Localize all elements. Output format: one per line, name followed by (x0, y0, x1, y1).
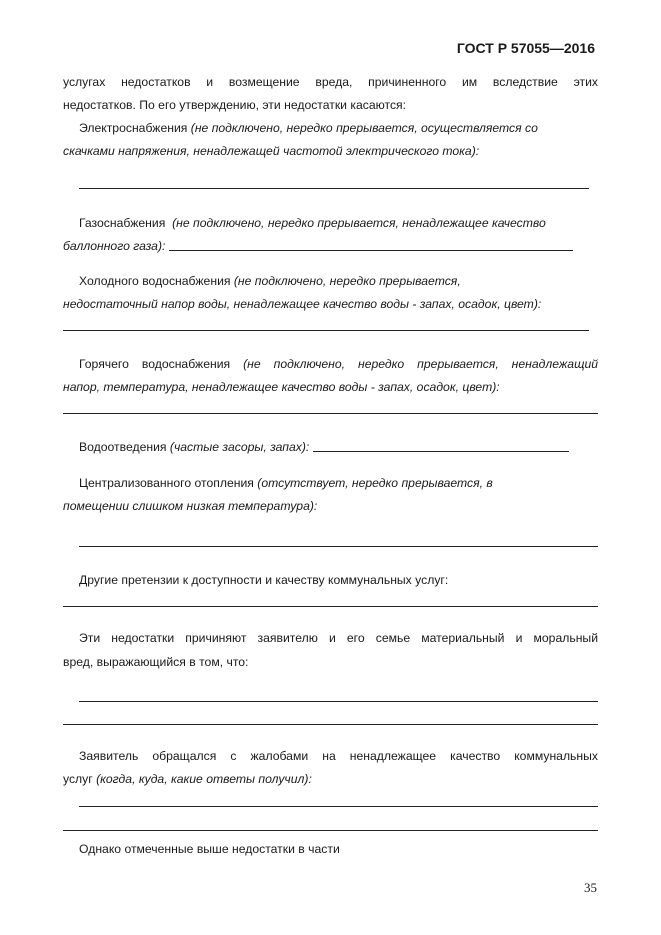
complaints-line-2 (63, 771, 598, 787)
electricity-paragraph-line-1 (63, 120, 598, 136)
other-claims-answer-line[interactable] (63, 606, 598, 607)
gas-note-2: баллонного газа): (63, 239, 166, 253)
intro-line-2: недостатков. По его утверждению, эти недостатки касаются: (63, 98, 407, 112)
electricity-note-1: (не подключено, нередко прерывается, осуществляется со (190, 121, 538, 135)
gas-paragraph-line-2 (63, 238, 598, 254)
electricity-label: Электроснабжения (79, 121, 188, 135)
damage-line-1: Эти недостатки причиняют заявителю и его семье материальный и моральный (79, 631, 598, 645)
hot-water-answer-line[interactable] (63, 413, 598, 414)
hot-water-paragraph-line-1 (63, 356, 598, 372)
hot-water-paragraph-line-2 (63, 379, 598, 395)
cold-water-answer-line[interactable] (63, 330, 589, 331)
cold-water-note-2: недостаточный напор воды, ненадлежащее качество воды - запах, осадок, цвет): (63, 297, 542, 311)
heating-label: Централизованного отопления (79, 476, 254, 490)
electricity-paragraph-line-2 (63, 143, 598, 159)
drainage-answer-line[interactable] (313, 451, 569, 452)
other-claims-text: Другие претензии к доступности и качеству коммунальных услуг: (79, 573, 449, 587)
complaints-line-1: Заявитель обращался с жалобами на ненадлежащее качество коммунальных (79, 749, 598, 763)
heating-note-2: помещении слишком низкая температура): (63, 499, 318, 513)
gas-paragraph-line-1 (63, 215, 598, 231)
drainage-label: Водоотведения (79, 440, 167, 454)
electricity-note-2: скачками напряжения, ненадлежащей частотой электрического тока): (63, 144, 480, 158)
complaints-answer-line-2[interactable] (63, 830, 598, 831)
heating-note-1: (отсутствует, нередко прерывается, в (257, 476, 493, 490)
gas-answer-line[interactable] (169, 250, 573, 251)
cold-water-note-1: (не подключено, нередко прерывается, (233, 274, 461, 288)
hot-water-note-1: (не подключено, нередко прерывается, ненадлежащий (243, 357, 598, 371)
complaints-services: услуг (63, 772, 93, 786)
gas-label: Газоснабжения (79, 216, 166, 230)
heating-answer-line[interactable] (79, 546, 598, 547)
damage-answer-line-1[interactable] (79, 701, 598, 702)
electricity-answer-line[interactable] (79, 188, 589, 189)
complaints-note: (когда, куда, какие ответы получил): (96, 772, 312, 786)
intro-line-1: услугах недостатков и возмещение вреда, причиненного им вследствие этих (63, 75, 598, 89)
heating-paragraph-line-2 (63, 498, 598, 514)
cold-water-paragraph-line-1 (63, 273, 598, 289)
closing-text: Однако отмеченные выше недостатки в части (79, 842, 340, 856)
complaints-answer-line-1[interactable] (79, 806, 598, 807)
hot-water-note-2: напор, температура, ненадлежащее качество воды - запах, осадок, цвет): (63, 380, 500, 394)
damage-line-2: вред, выражающийся в том, что: (63, 655, 249, 669)
drainage-paragraph (63, 439, 598, 455)
drainage-note: (частые засоры, запах): (169, 440, 310, 454)
page-number: 35 (584, 880, 597, 895)
heating-paragraph-line-1 (63, 475, 598, 491)
gas-note-1: (не подключено, нередко прерывается, ненадлежащее качество (172, 216, 546, 230)
document-standard-header: ГОСТ Р 57055—2016 (456, 40, 595, 56)
cold-water-label: Холодного водоснабжения (79, 274, 231, 288)
damage-answer-line-2[interactable] (63, 724, 598, 725)
cold-water-paragraph-line-2 (63, 296, 598, 312)
hot-water-label: Горячего водоснабжения (79, 357, 231, 371)
